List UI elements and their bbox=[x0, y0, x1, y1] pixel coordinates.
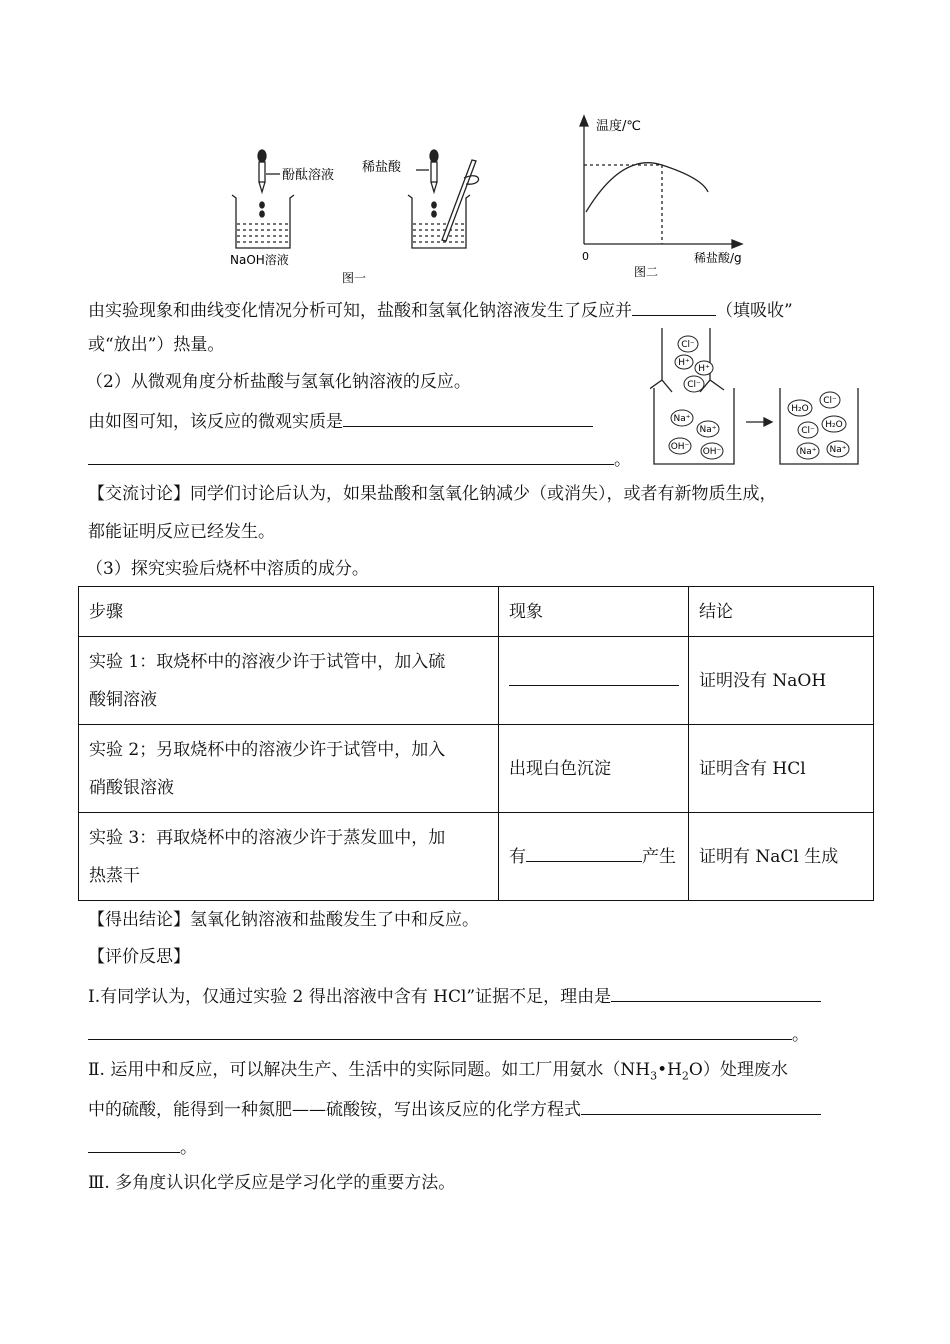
answer-blank-reason-2[interactable] bbox=[88, 1021, 792, 1040]
step-cell: 实验 2；另取烧杯中的溶液少许于试管中，加入 硝酸银溶液 bbox=[79, 725, 499, 813]
p1-line2: 或“放出”）热量。 bbox=[88, 335, 225, 355]
r2-line3: 。 bbox=[88, 1134, 197, 1160]
ion-right-4: Na⁺ bbox=[799, 447, 817, 457]
x-axis-arrow bbox=[732, 240, 742, 248]
ion-right-3: H₂O bbox=[825, 420, 843, 430]
reaction-arrow-head bbox=[764, 418, 772, 426]
q3-title: （3）探究实验后烧杯中溶质的成分。 bbox=[86, 559, 369, 579]
table-row bbox=[79, 813, 874, 901]
conclusion-cell: 证明没有 NaOH bbox=[689, 637, 874, 725]
conclusion-line: 【得出结论】氢氧化钠溶液和盐酸发生了中和反应。 bbox=[88, 910, 479, 930]
r2-line1: Ⅱ. 运用中和反应，可以解决生产、生活中的实际同题。如工厂用氨水$(NH_3•H_2O)$处理废水 bbox=[88, 1060, 788, 1083]
answer-blank-micro-1[interactable] bbox=[343, 408, 593, 427]
step-cell: 实验 1：取烧杯中的溶液少许于试管中，加入硫 酸铜溶液 bbox=[79, 637, 499, 725]
q2-line: 由如图可知，该反应的微观实质是 bbox=[88, 408, 593, 434]
figure-2-chart bbox=[572, 112, 762, 282]
r2-line2: 中的硫酸，能得到一种氮肥——硫酸铵，写出该反应的化学方程式 bbox=[88, 1096, 821, 1122]
ion-right-0: H₂O bbox=[791, 404, 809, 414]
x-axis-label: 稀盐酸/g bbox=[694, 251, 742, 265]
answer-blank-reason-1[interactable] bbox=[611, 983, 821, 1002]
conclusion-cell: 证明有 NaCl 生成 bbox=[689, 813, 874, 901]
beaker-2 bbox=[408, 160, 479, 248]
ion-right-5: Na⁺ bbox=[829, 445, 847, 455]
figure-1-caption: 图一 bbox=[342, 271, 367, 285]
ion-tube-2: H⁺ bbox=[698, 364, 710, 374]
answer-blank-heat[interactable] bbox=[632, 297, 716, 316]
table-header-row bbox=[79, 587, 874, 637]
ion-right-2: Cl⁻ bbox=[801, 426, 815, 436]
q2-line2: 。 bbox=[88, 446, 631, 472]
ion-tube-1: H⁺ bbox=[678, 358, 690, 368]
experiment-table bbox=[78, 586, 874, 901]
phenomenon-cell: 有 产生 bbox=[499, 813, 689, 901]
table-row bbox=[79, 725, 874, 813]
beaker-1 bbox=[232, 195, 294, 248]
answer-blank-equation-1[interactable] bbox=[581, 1096, 821, 1115]
y-axis-label: 温度/℃ bbox=[596, 119, 641, 134]
label-naoh: NaOH溶液 bbox=[230, 253, 289, 267]
r1-line2: 。 bbox=[88, 1021, 809, 1047]
header-phenomenon: 现象 bbox=[499, 587, 689, 637]
table-row bbox=[79, 637, 874, 725]
discussion-line1: 【交流讨论】同学们讨论后认为，如果盐酸和氢氧化钠减少（或消失），或者有新物质生成， bbox=[88, 484, 777, 504]
micro-diagram bbox=[650, 326, 860, 468]
ion-left-1: Na⁺ bbox=[699, 425, 717, 435]
header-step: 步骤 bbox=[79, 587, 499, 637]
figure-2-caption: 图二 bbox=[634, 265, 659, 279]
evaluation-title: 【评价反思】 bbox=[88, 947, 190, 967]
q2-title: （2）从微观角度分析盐酸与氢氧化钠溶液的反应。 bbox=[86, 372, 471, 392]
r3-line: Ⅲ. 多角度认识化学反应是学习化学的重要方法。 bbox=[88, 1173, 456, 1193]
phenomenon-cell bbox=[499, 637, 689, 725]
y-axis-arrow bbox=[580, 116, 588, 126]
dropper-2 bbox=[416, 150, 438, 192]
figure-1 bbox=[220, 140, 510, 285]
ion-left-0: Na⁺ bbox=[673, 414, 691, 424]
r1-line: Ⅰ.有同学认为，仅通过实验 2 得出溶液中含有 HCl”证据不足，理由是 bbox=[88, 983, 821, 1009]
answer-blank-phenomenon-3[interactable] bbox=[526, 843, 642, 862]
label-phenolphthalein: 酚酞溶液 bbox=[282, 168, 335, 183]
ion-right-1: Cl⁻ bbox=[823, 396, 837, 406]
dropper-1 bbox=[258, 150, 280, 192]
answer-blank-phenomenon-1[interactable] bbox=[509, 667, 679, 686]
x-tick-origin: 0 bbox=[582, 250, 589, 263]
discussion-line2: 都能证明反应已经发生。 bbox=[88, 522, 275, 542]
ion-tube-3: Cl⁻ bbox=[687, 380, 701, 390]
header-conclusion: 结论 bbox=[689, 587, 874, 637]
answer-blank-equation-2[interactable] bbox=[88, 1134, 180, 1153]
ion-left-2: OH⁻ bbox=[670, 442, 690, 452]
phenomenon-cell: 出现白色沉淀 bbox=[499, 725, 689, 813]
conclusion-cell: 证明含有 HCl bbox=[689, 725, 874, 813]
ion-left-3: OH⁻ bbox=[702, 447, 722, 457]
temperature-curve bbox=[586, 163, 708, 212]
p1-line1: 由实验现象和曲线变化情况分析可知，盐酸和氢氧化钠溶液发生了反应并 （填吸收” bbox=[88, 297, 793, 323]
step-cell: 实验 3：再取烧杯中的溶液少许于蒸发皿中，加 热蒸干 bbox=[79, 813, 499, 901]
label-hcl: 稀盐酸 bbox=[362, 160, 402, 175]
ion-tube-0: Cl⁻ bbox=[681, 340, 695, 350]
answer-blank-micro-2[interactable] bbox=[88, 446, 614, 465]
